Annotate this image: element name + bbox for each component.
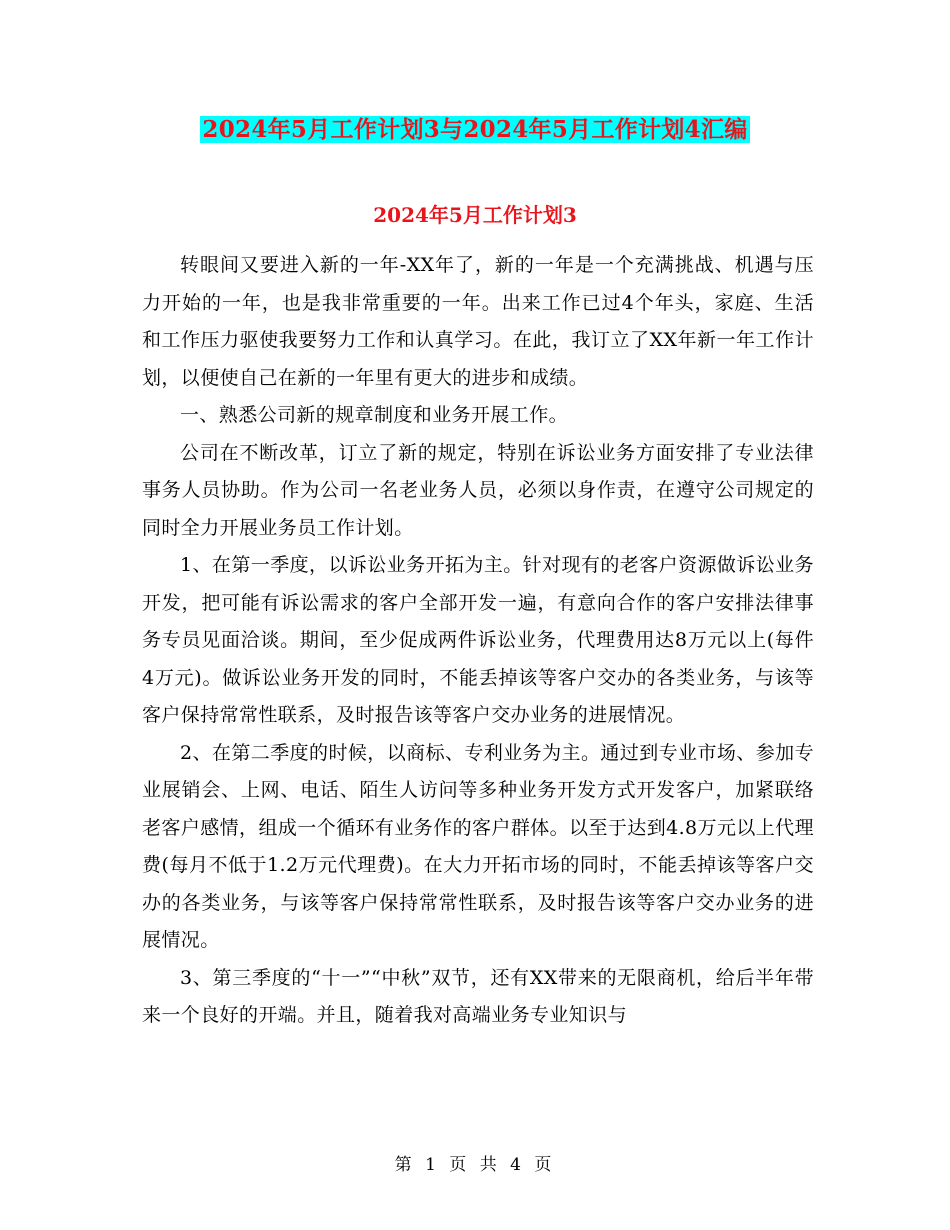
page-footer: 第 1 页 共 4 页 <box>394 1155 556 1175</box>
paragraph-intro: 转眼间又要进入新的一年-XX年了，新的一年是一个充满挑战、机遇与压力开始的一年，也是我非常重要的一年。出来工作已过4个年头，家庭、生活和工作压力驱使我要努力工作和认真学习。在此，我订立了XX年新一年工作计划，以便使自己在新的一年里有更大的进步和成绩。 <box>142 254 814 389</box>
paragraph-q2: 2、在第二季度的时候，以商标、专利业务为主。通过到专业市场、参加专业展销会、上网、电话、陌生人访问等多种业务开发方式开发客户，加紧联络老客户感情，组成一个循环有业务作的客户群体。以至于达到4.8万元以上代理费(每月不低于1.2万元代理费)。在大力开拓市场的同时，不能丢掉该等客户交办的各类业务，与该等客户保持常常性联系，及时报告该等客户交办业务的进展情况。 <box>142 741 814 951</box>
document-title <box>0 112 950 148</box>
paragraph-company-rules: 公司在不断改革，订立了新的规定，特别在诉讼业务方面安排了专业法律事务人员协助。作为公司一名老业务人员，必须以身作责，在遵守公司规定的同时全力开展业务员工作计划。 <box>142 441 814 539</box>
paragraph-q3: 3、第三季度的“十一”“中秋”双节，还有XX带来的无限商机，给后半年带来一个良好的开端。并且，随着我对高端业务专业知识与 <box>142 966 814 1026</box>
paragraph-heading-1: 一、熟悉公司新的规章制度和业务开展工作。 <box>180 404 569 426</box>
section-title: 2024年5月工作计划3 <box>373 203 577 227</box>
paragraph-q1: 1、在第一季度，以诉讼业务开拓为主。针对现有的老客户资源做诉讼业务开发，把可能有诉讼需求的客户全部开发一遍，有意向合作的客户安排法律事务专员见面洽谈。期间，至少促成两件诉讼业务，代理费用达8万元以上(每件4万元)。做诉讼业务开发的同时，不能丢掉该等客户交办的各类业务，与该等客户保持常常性联系，及时报告该等客户交办业务的进展情况。 <box>142 554 814 726</box>
document-title-text: 2024年5月工作计划3与2024年5月工作计划4汇编 <box>202 116 748 143</box>
document-body <box>142 247 814 1035</box>
